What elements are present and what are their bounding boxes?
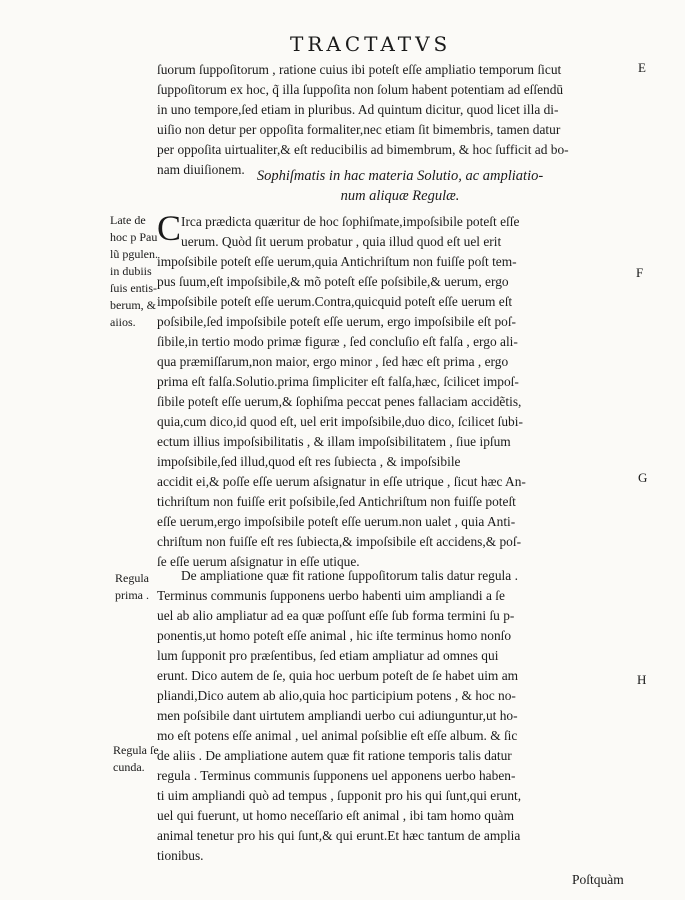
margin-note-late-de-hoc <box>110 212 158 331</box>
catchword: Poſtquàm <box>572 872 624 887</box>
text-line: impoſsibile poteſt eſſe uerum.Contra,quicquid poteſt eſſe uerum eſt <box>157 294 513 309</box>
text-line: prima eſt falſa.Solutio.prima ſimpliciter eſt falſa,hæc, ſcilicet impoſ- <box>157 374 519 389</box>
running-header: TRACTATVS <box>290 32 452 56</box>
text-line: uiſio non detur per oppoſita formaliter,nec etiam ſit bimembris, tamen datur <box>157 122 561 137</box>
margin-note-line: berum, & <box>110 298 156 312</box>
text-line: lum ſupponit pro præſentibus, ſed etiam ampliatur ad omnes qui <box>157 648 499 663</box>
text-line: de aliis . De ampliatione autem quæ fit ratione temporis talis datur <box>157 748 512 763</box>
text-line: tichriſtum non fuiſſe erit poſsibile,ſed Antichriſtum non fuiſſe poteſt <box>157 494 516 509</box>
text-line: erunt. Dico autem de ſe, quia hoc uerbum poteſt de ſe habet uim am <box>157 668 519 683</box>
margin-note-line: prima . <box>115 588 149 602</box>
text-line: nam diuiſionem. <box>157 162 245 177</box>
drop-cap: C <box>157 208 182 248</box>
text-line: ectum illius impoſsibilitatis , & illam impoſsibilitatem , ſiue ipſum <box>157 434 511 449</box>
text-block-opening <box>157 60 637 180</box>
margin-note-line: hoc p Pau <box>110 230 158 244</box>
text-line: ponentis,ut homo poteſt eſſe animal , hic iſte terminus homo nonſo <box>157 628 512 643</box>
margin-note-line: Regula <box>115 571 149 585</box>
text-line: regula . Terminus communis ſupponens uel apponens uerbo haben- <box>157 768 516 783</box>
margin-note-line: Late de <box>110 213 146 227</box>
section-title-line: num aliquæ Regulæ. <box>340 188 460 204</box>
text-line: animal tenetur pro his qui ſunt,& qui erunt.Et hæc tantum de amplia <box>157 828 521 843</box>
text-line: eſſe uerum,ergo impoſsibile poteſt eſſe uerum.non ualet , quia Anti- <box>157 514 516 529</box>
margin-note-line: cunda. <box>113 760 145 774</box>
text-line: ſibile poteſt eſſe uerum,& ſophiſma peccat penes fallaciam accidẽtis, <box>157 394 522 409</box>
text-line: Irca prædicta quæritur de hoc ſophiſmate,impoſsibile poteſt eſſe <box>181 214 520 229</box>
margin-note-line: ſuis entis- <box>110 281 157 295</box>
text-line: tionibus. <box>157 848 204 863</box>
margin-note-line: lũ pgulen. <box>110 247 158 261</box>
paragraph-ampliatio <box>157 566 637 866</box>
margin-note-regula-secunda <box>113 742 159 776</box>
text-line: accidit ei,& poſſe eſſe uerum aſsignatur in eſſe utrique , ſicut hæc An- <box>157 474 526 489</box>
margin-letter-g: G <box>638 470 648 485</box>
margin-letter-f: F <box>636 265 644 280</box>
margin-letter-e: E <box>638 60 646 75</box>
paragraph-sophisma <box>157 208 637 569</box>
text-line: De ampliatione quæ fit ratione ſuppoſitorum talis datur regula . <box>181 568 518 583</box>
margin-note-regula-prima <box>115 570 149 604</box>
margin-note-line: in dubiis <box>110 264 152 278</box>
text-line: ſuorum ſuppoſitorum , ratione cuius ibi poteſt eſſe ampliatio temporum ſicut <box>157 62 562 77</box>
text-line: ſuppoſitorum ex hoc, q̃ illa ſuppoſita non ſolum habent potentiam ad eſſendū <box>157 82 564 97</box>
text-line: pus ſuum,eſt impoſsibile,& mõ poteſt eſſe poſsibile,& uerum, ergo <box>157 274 509 289</box>
text-line: men poſsibile dant uirtutem ampliandi uerbo cui adiunguntur,ut ho- <box>157 708 518 723</box>
text-line: ſe eſſe uerum aſsignatur in eſſe utique. <box>157 554 360 569</box>
text-line: quia,cum dico,id quod eſt, uel erit impoſsibile,duo dico, ſcilicet ſubi- <box>157 414 523 429</box>
text-line: poſsibile,ſed impoſsibile poteſt eſſe uerum, ergo impoſsibile eſt poſ- <box>157 314 517 329</box>
text-line: uel ab alio ampliatur ad ea quæ poſſunt eſſe ſub forma termini ſu p- <box>157 608 515 623</box>
text-line: per oppoſita uirtualiter,& eſt reducibilis ad bimembrum, & hoc ſufficit ad bo- <box>157 142 569 157</box>
text-line: qua præmiſſarum,non maior, ergo minor , ſed hæc eſt prima , ergo <box>157 354 509 369</box>
text-line: in uno tempore,ſed etiam in pluribus. Ad quintum dicitur, quod licet illa di- <box>157 102 559 117</box>
text-line: uel qui fuerunt, ut homo neceſſario eſt animal , ibi tam homo quàm <box>157 808 514 823</box>
margin-letter-h: H <box>637 672 647 687</box>
text-line: Terminus communis ſupponens uerbo habenti uim ampliandi a ſe <box>157 588 505 603</box>
margin-note-line: aiios. <box>110 315 136 329</box>
text-line: ti uim ampliandi quò ad tempus , ſupponit pro his qui ſunt,qui erunt, <box>157 788 522 803</box>
text-line: impoſsibile,ſed illud,quod eſt res ſubiecta , & impoſsibile <box>157 454 461 469</box>
text-line: ſibile,in tertio modo primæ figuræ , ſed concluſio eſt falſa , ergo ali- <box>157 334 518 349</box>
text-line: impoſsibile poteſt eſſe uerum,quia Antichriſtum non fuiſſe poſt tem- <box>157 254 517 269</box>
text-line: mo eſt potens eſſe animal , uel animal poſsiblie eſt eſſe album. & ſic <box>157 728 518 743</box>
text-line: pliandi,Dico autem ab alio,quia hoc participium potens , & hoc no- <box>157 688 516 703</box>
text-line: uerum. Quòd ſit uerum probatur , quia illud quod eſt uel erit <box>181 234 502 249</box>
section-title-line: Sophiſmatis in hac materia Solutio, ac ampliatio- <box>256 168 544 184</box>
margin-note-line: Regula ſe <box>113 743 159 757</box>
text-line: chriſtum non fuiſſe eſt res ſubiecta,& impoſsibile eſt accidens,& poſ- <box>157 534 522 549</box>
